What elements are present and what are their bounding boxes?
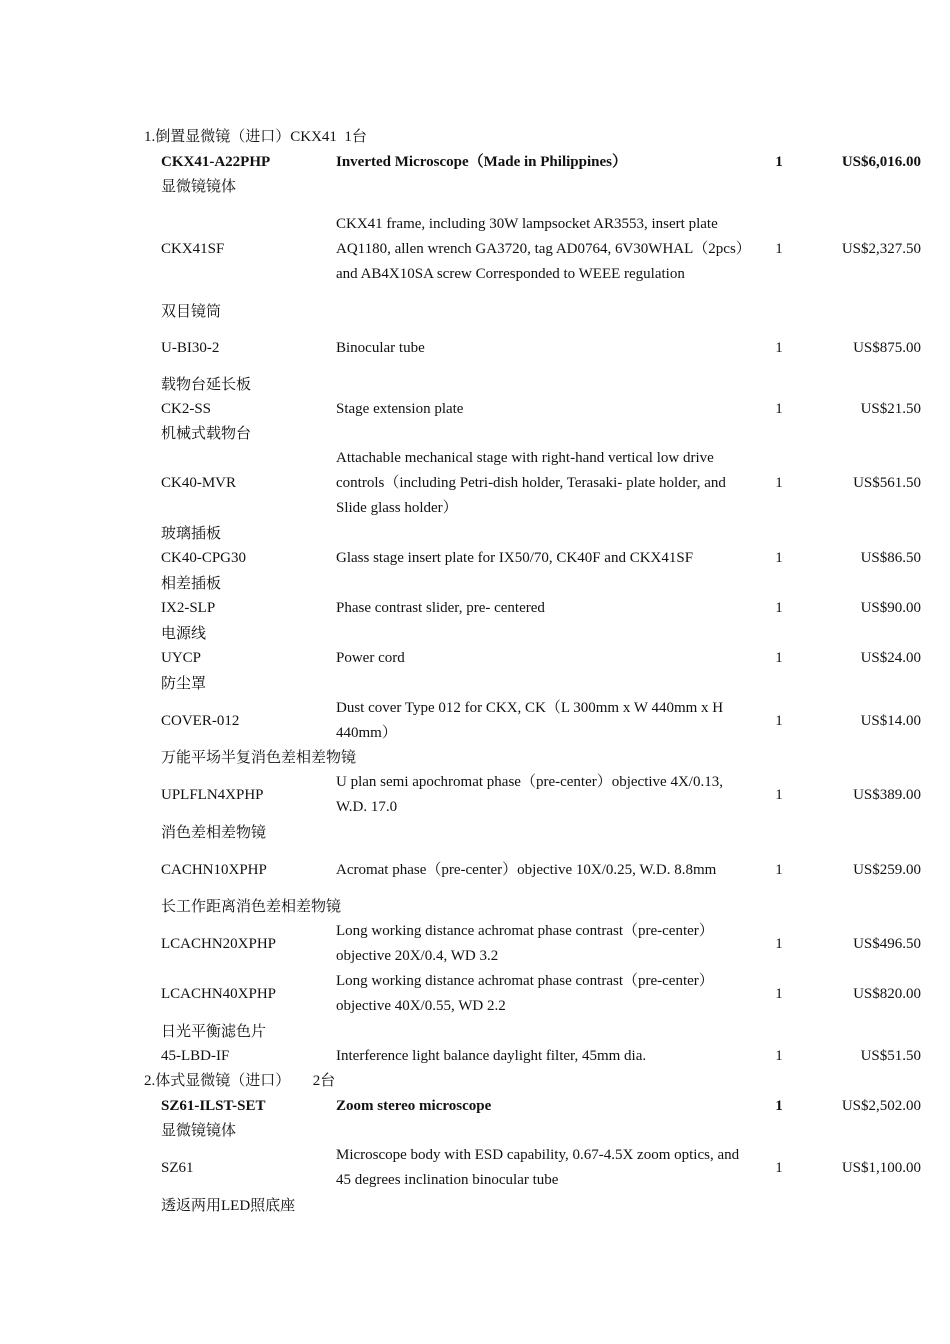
item-description: Attachable mechanical stage with right-hand vertical low drive controls（including Petri-dish holder, Terasaki- plate holder, and Slide glass holder） — [336, 450, 726, 516]
item-code: CKX41SF — [161, 240, 225, 257]
item-chinese-name: 消色差相差物镜 — [161, 825, 267, 841]
item-code: CK40-CPG30 — [161, 549, 247, 566]
item-price: US$6,016.00 — [841, 153, 921, 170]
item-price: US$561.50 — [853, 475, 921, 491]
item-quantity: 1 — [775, 712, 783, 729]
item-description: Binocular tube — [336, 339, 425, 356]
item-price: US$1,100.00 — [841, 1159, 921, 1176]
item-chinese-name: 相差插板 — [161, 576, 222, 592]
item-quantity: 1 — [775, 1159, 783, 1176]
item-code: SZ61 — [161, 1159, 194, 1176]
item-code: CACHN10XPHP — [161, 861, 267, 878]
item-price: US$389.00 — [853, 786, 921, 803]
item-quantity: 1 — [775, 649, 783, 666]
item-row — [0, 596, 950, 620]
item-description: Microscope body with ESD capability, 0.67-4.5X zoom optics, and 45 degrees inclination binocular tube — [336, 1147, 740, 1188]
item-price: US$2,502.00 — [841, 1097, 921, 1114]
item-row — [0, 446, 950, 521]
item-chinese-name: 双目镜筒 — [161, 304, 222, 320]
item-description: Zoom stereo microscope — [336, 1097, 492, 1114]
item-code: CKX41-A22PHP — [161, 153, 271, 170]
item-chinese-name: 万能平场半复消色差相差物镜 — [161, 750, 357, 766]
item-description: Stage extension plate — [336, 400, 464, 417]
item-code: 45-LBD-IF — [161, 1047, 230, 1064]
item-chinese-name: 防尘罩 — [161, 676, 207, 692]
item-description: Power cord — [336, 649, 405, 666]
section-title: 1.倒置显微镜（进口）CKX41 1台 — [144, 129, 367, 145]
item-code: LCACHN20XPHP — [161, 935, 277, 952]
item-chinese-name: 透返两用LED照底座 — [161, 1198, 296, 1214]
item-price: US$90.00 — [860, 599, 921, 616]
item-code: UPLFLN4XPHP — [161, 786, 264, 803]
item-quantity: 1 — [775, 599, 783, 616]
item-description: Interference light balance daylight filter, 45mm dia. — [336, 1047, 647, 1064]
item-price: US$496.50 — [853, 935, 921, 952]
item-code: CK40-MVR — [161, 475, 237, 491]
item-code: SZ61-ILST-SET — [161, 1097, 266, 1114]
item-chinese-name: 长工作距离消色差相差物镜 — [161, 899, 342, 915]
item-chinese-name: 载物台延长板 — [161, 377, 252, 393]
item-quantity: 1 — [775, 1097, 783, 1114]
item-chinese-name: 机械式载物台 — [161, 426, 252, 442]
item-row — [0, 199, 950, 299]
item-code: UYCP — [161, 649, 202, 666]
item-price: US$86.50 — [860, 549, 921, 566]
item-chinese-name: 玻璃插板 — [161, 526, 222, 542]
item-description: Acromat phase（pre-center）objective 10X/0.25, W.D. 8.8mm — [336, 861, 717, 878]
item-chinese-name: 日光平衡滤色片 — [161, 1024, 267, 1040]
item-price: US$21.50 — [860, 400, 921, 417]
item-code: LCACHN40XPHP — [161, 985, 277, 1002]
item-price: US$51.50 — [860, 1047, 921, 1064]
item-row — [0, 397, 950, 421]
item-quantity: 1 — [775, 339, 783, 356]
item-description: U plan semi apochromat phase（pre-center）objective 4X/0.13, W.D. 17.0 — [336, 774, 723, 815]
item-description: Phase contrast slider, pre- centered — [336, 599, 545, 616]
main-item-row — [0, 1094, 950, 1118]
item-quantity: 1 — [775, 475, 783, 491]
item-row — [0, 1044, 950, 1068]
item-row — [0, 696, 950, 746]
item-row — [0, 646, 950, 670]
item-quantity: 1 — [775, 935, 783, 952]
item-price: US$2,327.50 — [841, 240, 921, 257]
item-row — [0, 969, 950, 1019]
item-quantity: 1 — [775, 240, 783, 257]
item-price: US$259.00 — [853, 861, 921, 878]
item-description: Dust cover Type 012 for CKX, CK（L 300mm x W 440mm x H 440mm） — [336, 700, 724, 741]
item-description: CKX41 frame, including 30W lampsocket AR3553, insert plate AQ1180, allen wrench GA3720, tag AD0764, 6V30WHAL（2pcs）and AB4X10SA screw Corresponded to WEEE regulation — [336, 215, 744, 282]
item-price: US$14.00 — [860, 712, 921, 729]
item-price: US$24.00 — [860, 649, 921, 666]
item-quantity: 1 — [775, 549, 783, 566]
item-code: IX2-SLP — [161, 599, 216, 616]
item-description: Long working distance achromat phase contrast（pre-center）objective 40X/0.55, WD 2.2 — [336, 973, 714, 1014]
item-quantity: 1 — [775, 786, 783, 803]
item-description: Long working distance achromat phase contrast（pre-center）objective 20X/0.4, WD 3.2 — [336, 923, 714, 964]
section-title: 2.体式显微镜（进口） 2台 — [144, 1073, 336, 1089]
item-code: COVER-012 — [161, 712, 240, 729]
item-row — [0, 919, 950, 969]
item-row — [0, 324, 950, 372]
item-quantity: 1 — [775, 861, 783, 878]
main-item-row — [0, 150, 950, 174]
item-quantity: 1 — [775, 985, 783, 1002]
item-quantity: 1 — [775, 153, 783, 170]
item-chinese-name: 显微镜镜体 — [161, 1123, 237, 1139]
item-row — [0, 546, 950, 570]
item-chinese-name: 电源线 — [161, 626, 207, 642]
item-price: US$820.00 — [853, 985, 921, 1002]
item-row — [0, 1143, 950, 1193]
item-description: Glass stage insert plate for IX50/70, CK40F and CKX41SF — [336, 549, 694, 566]
item-price: US$875.00 — [853, 339, 921, 356]
item-description: Inverted Microscope（Made in Philippines） — [336, 153, 627, 170]
item-row — [0, 845, 950, 895]
item-quantity: 1 — [775, 400, 783, 417]
item-code: U-BI30-2 — [161, 339, 220, 356]
item-chinese-name: 显微镜镜体 — [161, 179, 237, 195]
item-code: CK2-SS — [161, 400, 212, 417]
item-quantity: 1 — [775, 1047, 783, 1064]
item-row — [0, 770, 950, 820]
